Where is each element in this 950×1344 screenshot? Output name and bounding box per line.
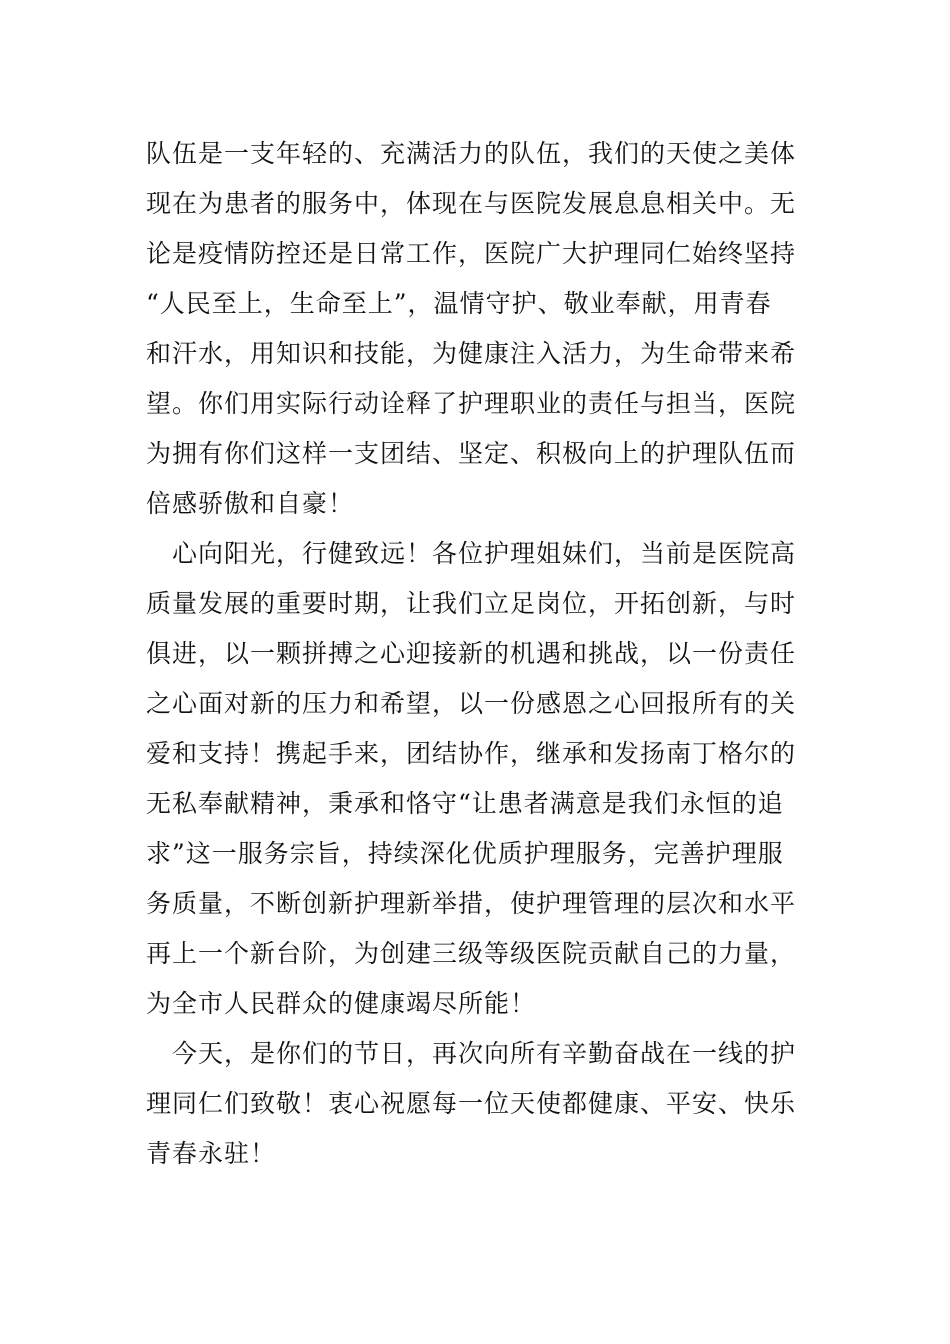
paragraph-2 [146,529,806,1029]
paragraph-3 [146,1029,806,1179]
text-line: 今天，是你们的节日，再次向所有辛勤奋战在一线的护 [146,1039,797,1068]
text-line: “人民至上，生命至上”，温情守护、敬业奉献，用青春 [146,289,772,318]
text-line: 爱和支持！携起手来，团结协作，继承和发扬南丁格尔的 [146,739,797,768]
text-line: 无私奉献精神，秉承和恪守“让患者满意是我们永恒的追 [146,789,784,818]
text-line: 务质量，不断创新护理新举措，使护理管理的层次和水平 [146,889,797,918]
text-line: 队伍是一支年轻的、充满活力的队伍，我们的天使之美体 [146,139,797,168]
text-line: 论是疫情防控还是日常工作，医院广大护理同仁始终坚持 [146,239,797,268]
text-line: 望。你们用实际行动诠释了护理职业的责任与担当，医院 [146,389,797,418]
text-line: 和汗水，用知识和技能，为健康注入活力，为生命带来希 [146,339,797,368]
text-line: 倍感骄傲和自豪！ [146,489,355,518]
text-line: 之心面对新的压力和希望，以一份感恩之心回报所有的关 [146,689,797,718]
text-line: 理同仁们致敬！衷心祝愿每一位天使都健康、平安、快乐 [146,1089,797,1118]
paragraph-1 [146,129,806,529]
text-line: 俱进，以一颗拼搏之心迎接新的机遇和挑战，以一份责任 [146,639,797,668]
text-line: 再上一个新台阶，为创建三级等级医院贡献自己的力量， [146,939,797,968]
document-body [146,129,806,1179]
text-line: 质量发展的重要时期，让我们立足岗位，开拓创新，与时 [146,589,797,618]
text-line: 心向阳光，行健致远！各位护理姐妹们，当前是医院高 [146,539,797,568]
text-line: 青春永驻！ [146,1139,277,1168]
text-line: 为全市人民群众的健康竭尽所能！ [146,989,537,1018]
text-line: 求”这一服务宗旨，持续深化优质护理服务，完善护理服 [146,839,784,868]
text-line: 为拥有你们这样一支团结、坚定、积极向上的护理队伍而 [146,439,797,468]
text-line: 现在为患者的服务中，体现在与医院发展息息相关中。无 [146,189,797,218]
